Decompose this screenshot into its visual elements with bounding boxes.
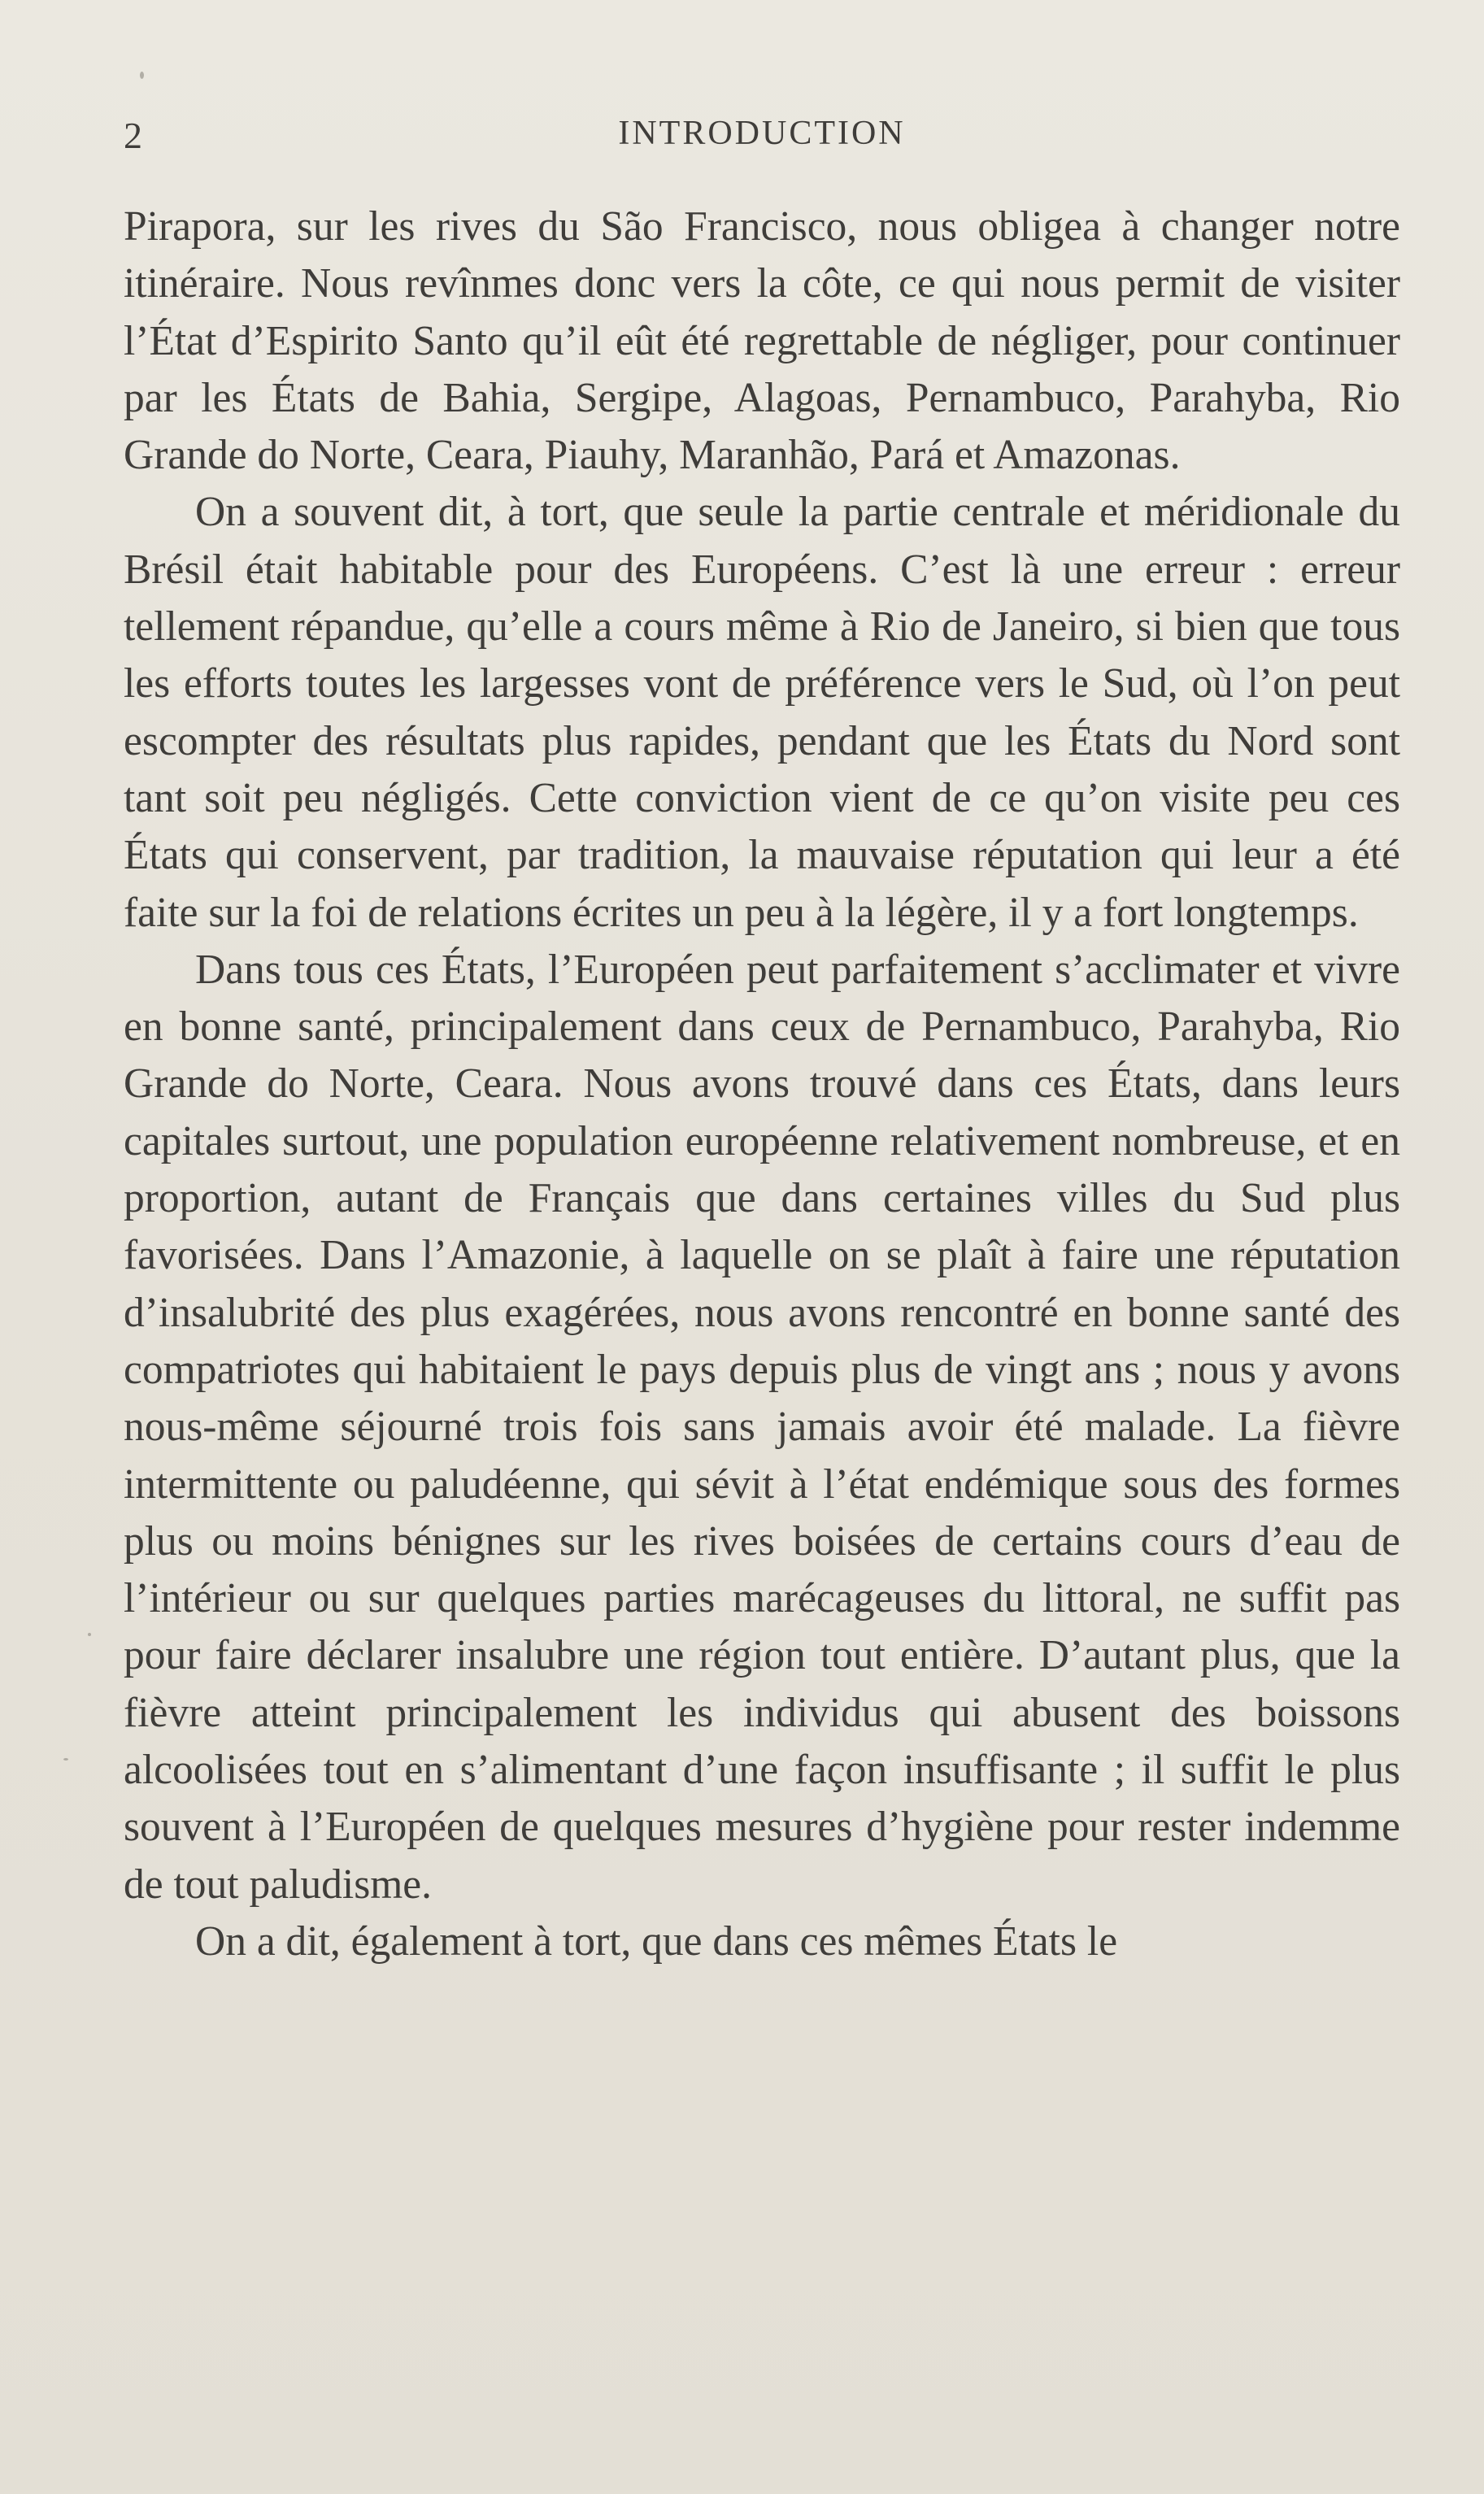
page-header — [124, 114, 1400, 163]
paper-speck — [140, 72, 144, 79]
body-text — [124, 198, 1400, 1970]
paragraph: On a souvent dit, à tort, que seule la partie centrale et méridionale du Brésil était habitable pour des Européens. C’est là une erreur : erreur tellement répandue, qu’elle a cours même à Rio de Janeiro, si bien que tous les efforts toutes les largesses vont de préférence vers le Sud, où l’on peut escompter des résultats plus rapides, pendant que les États du Nord sont tant soit peu négligés. Cette conviction vient de ce qu’on visite peu ces États qui conservent, par tradition, la mauvaise réputation qui leur a été faite sur la foi de relations écrites un peu à la légère, il y a fort longtemps. — [124, 489, 1400, 936]
paragraph: Dans tous ces États, l’Européen peut parfaitement s’acclimater et vivre en bonne santé, principalement dans ceux de Pernambuco, Parahyba, Rio Grande do Norte, Ceara. Nous avons trouvé dans ces États, dans leurs capitales surtout, une population européenne relativement nombreuse, et en proportion, autant de Français que dans certaines villes du Sud plus favorisées. Dans l’Amazonie, à laquelle on se plaît à faire une réputation d’insalubrité des plus exagérées, nous avons rencontré en bonne santé des compatriotes qui habitaient le pays depuis plus de vingt ans ; nous y avons nous-même séjourné trois fois sans jamais avoir été malade. La fièvre intermittente ou paludéenne, qui sévit à l’état endémique sous des formes plus ou moins bénignes sur les rives boisées de certains cours d’eau de l’intérieur ou sur quelques parties marécageuses du littoral, ne suffit pas pour faire déclarer insalubre une région tout entière. D’autant plus, que la fièvre atteint principalement les individus qui abusent des boissons alcoolisées tout en s’alimentant d’une façon insuffisante ; il suffit le plus souvent à l’Européen de quelques mesures d’hygiène pour rester indemme de tout paludisme. — [124, 946, 1400, 1908]
paragraph: Pirapora, sur les rives du São Francisco, nous obligea à changer notre itinéraire. Nous revînmes donc vers la côte, ce qui nous permit de visiter l’État d’Espirito Santo qu’il eût été regrettable de négliger, pour continuer par les États de Bahia, Sergipe, Alagoas, Pernambuco, Parahyba, Rio Grande do Norte, Ceara, Piauhy, Maranhão, Pará et Amazonas. — [124, 203, 1400, 479]
page-number: 2 — [124, 115, 143, 156]
paper-speck — [63, 1758, 68, 1761]
paper-speck — [88, 1633, 91, 1636]
running-title: INTRODUCTION — [618, 115, 906, 152]
paragraph: On a dit, également à tort, que dans ces mêmes États le — [195, 1917, 1118, 1965]
